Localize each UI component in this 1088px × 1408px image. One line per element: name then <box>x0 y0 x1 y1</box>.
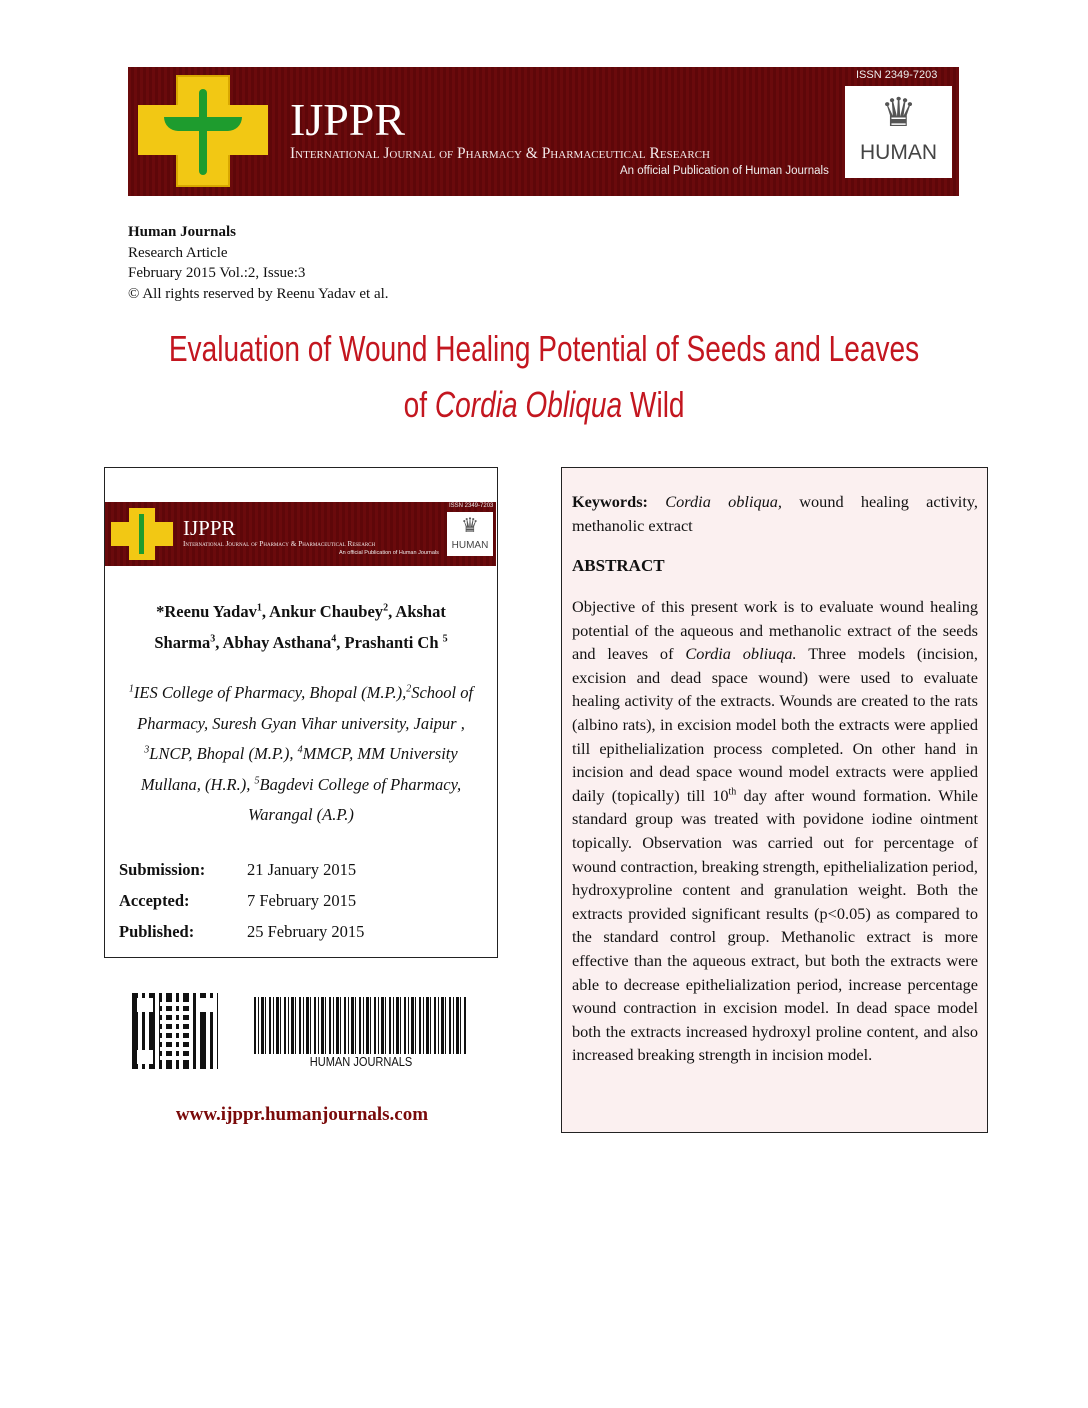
banner-acronym: IJPPR <box>290 94 406 145</box>
barcode <box>254 997 468 1054</box>
abstract-heading: ABSTRACT <box>572 556 665 575</box>
rights: © All rights reserved by Reenu Yadav et al. <box>128 286 389 303</box>
abstract-body: Objective of this present work is to evaluate wound healing potential of the aqueous and methanolic extract of the seeds and leaves of Cordia obliuqa. Three models (incision, excision and dead space wound) were used to evaluate healing activity of the extracts. Wounds are created to the rats (albino rats), in excision model both the extracts were applied till epithelialization process completed. On other hand in incision and dead space wound model extracts were applied daily (topically) till 10th day after wound formation. While standard group was treated with povidone iodine ointment topically. Observation was carried out for percentage of wound contraction, breaking strength, epithelialization period, hydroxyproline content and granulation weight. Both the extracts provided significant results (p<0.05) as compared to the standard control group. Methanolic extract is more effective than the aqueous extract, but both the extracts were able to decrease epithelialization period, increase percentage wound contraction in excision model. In dead space model both the extracts increased hydroxyl proline content, and also increased breaking strength in incision model. <box>572 597 979 1065</box>
publisher-name: Human Journals <box>128 224 236 240</box>
issn: ISSN 2349-7203 <box>856 69 938 81</box>
affiliations: $^1$IES College of Pharmacy, Bhopal (M.P.),$^2$School of Pharmacy, Suresh Gyan Vihar university, Jaipur , $^3$LNCP, Bhopal (M.P.), $^4$MMCP, MM University Mullana, (H.R.), $^5$Bagdevi College of Pharmacy, Warangal (A.P.) <box>128 683 474 824</box>
author-info-box <box>104 467 498 958</box>
author-list: *Reenu Yadav$^1$, Ankur Chaubey$^2$, Akshat Sharma$^3$, Abhay Asthana$^4$, Prashanti Ch $^5$ <box>154 602 448 652</box>
crown-icon: ♛ <box>880 91 917 135</box>
abstract-box <box>561 467 988 1133</box>
qr-overlay <box>160 1000 190 1060</box>
issue-info: February 2015 Vol.:2, Issue:3 <box>128 265 306 282</box>
article-title-line2: of Cordia Obliqua Wild <box>403 384 685 425</box>
date-row-submission: Submission: 21 January 2015 <box>119 860 357 879</box>
article-title: Evaluation of Wound Healing Potential of Seeds and Leaves <box>168 328 920 369</box>
banner-tagline: An official Publication of Human Journals <box>620 165 829 177</box>
article-type: Research Article <box>128 244 228 261</box>
keywords: Keywords: Cordia obliqua, wound healing activity, methanolic extract <box>572 492 978 535</box>
small-journal-banner: IJPPR International Journal of Pharmacy & Pharmaceutical Research An official Publication of Human Journals ISSN 2349-7203 ♛ HUMAN <box>105 502 496 566</box>
website-link[interactable]: www.ijppr.humanjournals.com <box>175 1104 429 1125</box>
date-row-accepted: Accepted: 7 February 2015 <box>119 891 357 910</box>
human-crown-logo: ♛ HUMAN <box>845 86 952 178</box>
publication-dates <box>119 854 364 947</box>
journal-banner <box>128 67 959 196</box>
date-row-published: Published: 25 February 2015 <box>119 922 365 941</box>
banner-journal-name: International Journal of Pharmacy & Pharmaceutical Research <box>290 145 710 162</box>
barcode-label: HUMAN JOURNALS <box>309 1054 413 1069</box>
article-meta <box>128 222 389 305</box>
